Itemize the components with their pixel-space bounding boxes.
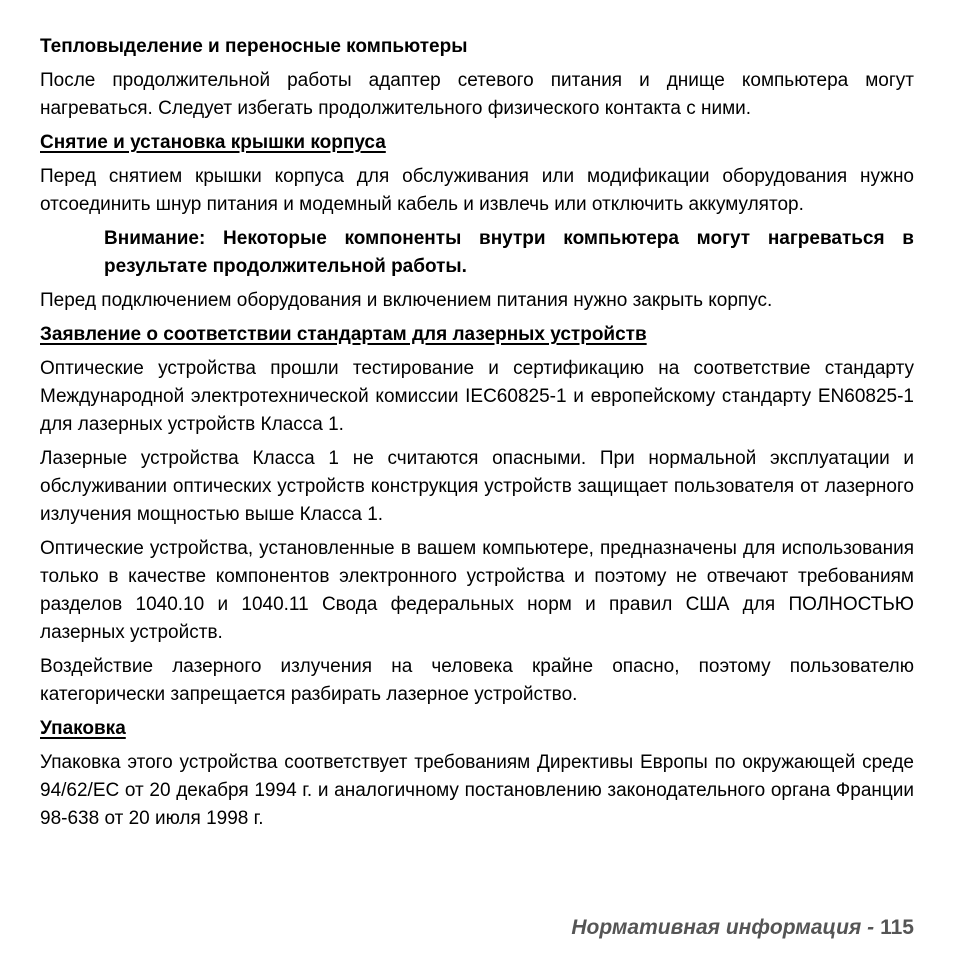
paragraph-packaging: Упаковка этого устройства соответствует требованиям Директивы Европы по окружающей среде 94/62/EC от 20 декабря 1994 г. и аналогичному постановлению законодательного органа Франции 98-638 от 20 июля 1998 г. bbox=[40, 752, 914, 829]
page-number: 115 bbox=[880, 916, 914, 939]
document-page bbox=[40, 33, 914, 833]
paragraph-laser-2: Лазерные устройства Класса 1 не считаются опасными. При нормальной эксплуатации и обслуживании оптических устройств конструкция устройств защищает пользователя от лазерного излучения мощностью выше Класса 1. bbox=[40, 448, 914, 525]
page-footer bbox=[571, 914, 914, 942]
paragraph-laser-4: Воздействие лазерного излучения на человека крайне опасно, поэтому пользователю категорически запрещается разбирать лазерное устройство. bbox=[40, 656, 914, 705]
paragraph-laser-1: Оптические устройства прошли тестирование и сертификацию на соответствие стандарту Международной электротехнической комиссии IEC60825-1 и европейскому стандарту EN60825-1 для лазерных устройств Класса 1. bbox=[40, 358, 914, 435]
section-title-laser: Заявление о соответствии стандартам для лазерных устройств bbox=[40, 324, 647, 345]
paragraph-cover-2: Перед подключением оборудования и включением питания нужно закрыть корпус. bbox=[40, 290, 773, 311]
section-title-packaging: Упаковка bbox=[40, 718, 126, 739]
paragraph-cover: Перед снятием крышки корпуса для обслуживания или модификации оборудования нужно отсоединить шнур питания и модемный кабель и извлечь или отключить аккумулятор. bbox=[40, 166, 914, 215]
section-title-cover: Снятие и установка крышки корпуса bbox=[40, 132, 386, 153]
warning-note: Внимание: Некоторые компоненты внутри компьютера могут нагреваться в результате продолжительной работы. bbox=[104, 228, 914, 277]
paragraph-heat: После продолжительной работы адаптер сетевого питания и днище компьютера могут нагреваться. Следует избегать продолжительного физического контакта с ними. bbox=[40, 70, 914, 119]
paragraph-laser-3: Оптические устройства, установленные в вашем компьютере, предназначены для использования только в качестве компонентов электронного устройства и поэтому не отвечают требованиям разделов 1040.10 и 1040.11 Свода федеральных норм и правил США для ПОЛНОСТЬЮ лазерных устройств. bbox=[40, 538, 914, 643]
section-title-heat: Тепловыделение и переносные компьютеры bbox=[40, 36, 468, 57]
footer-title: Нормативная информация - bbox=[571, 916, 875, 939]
